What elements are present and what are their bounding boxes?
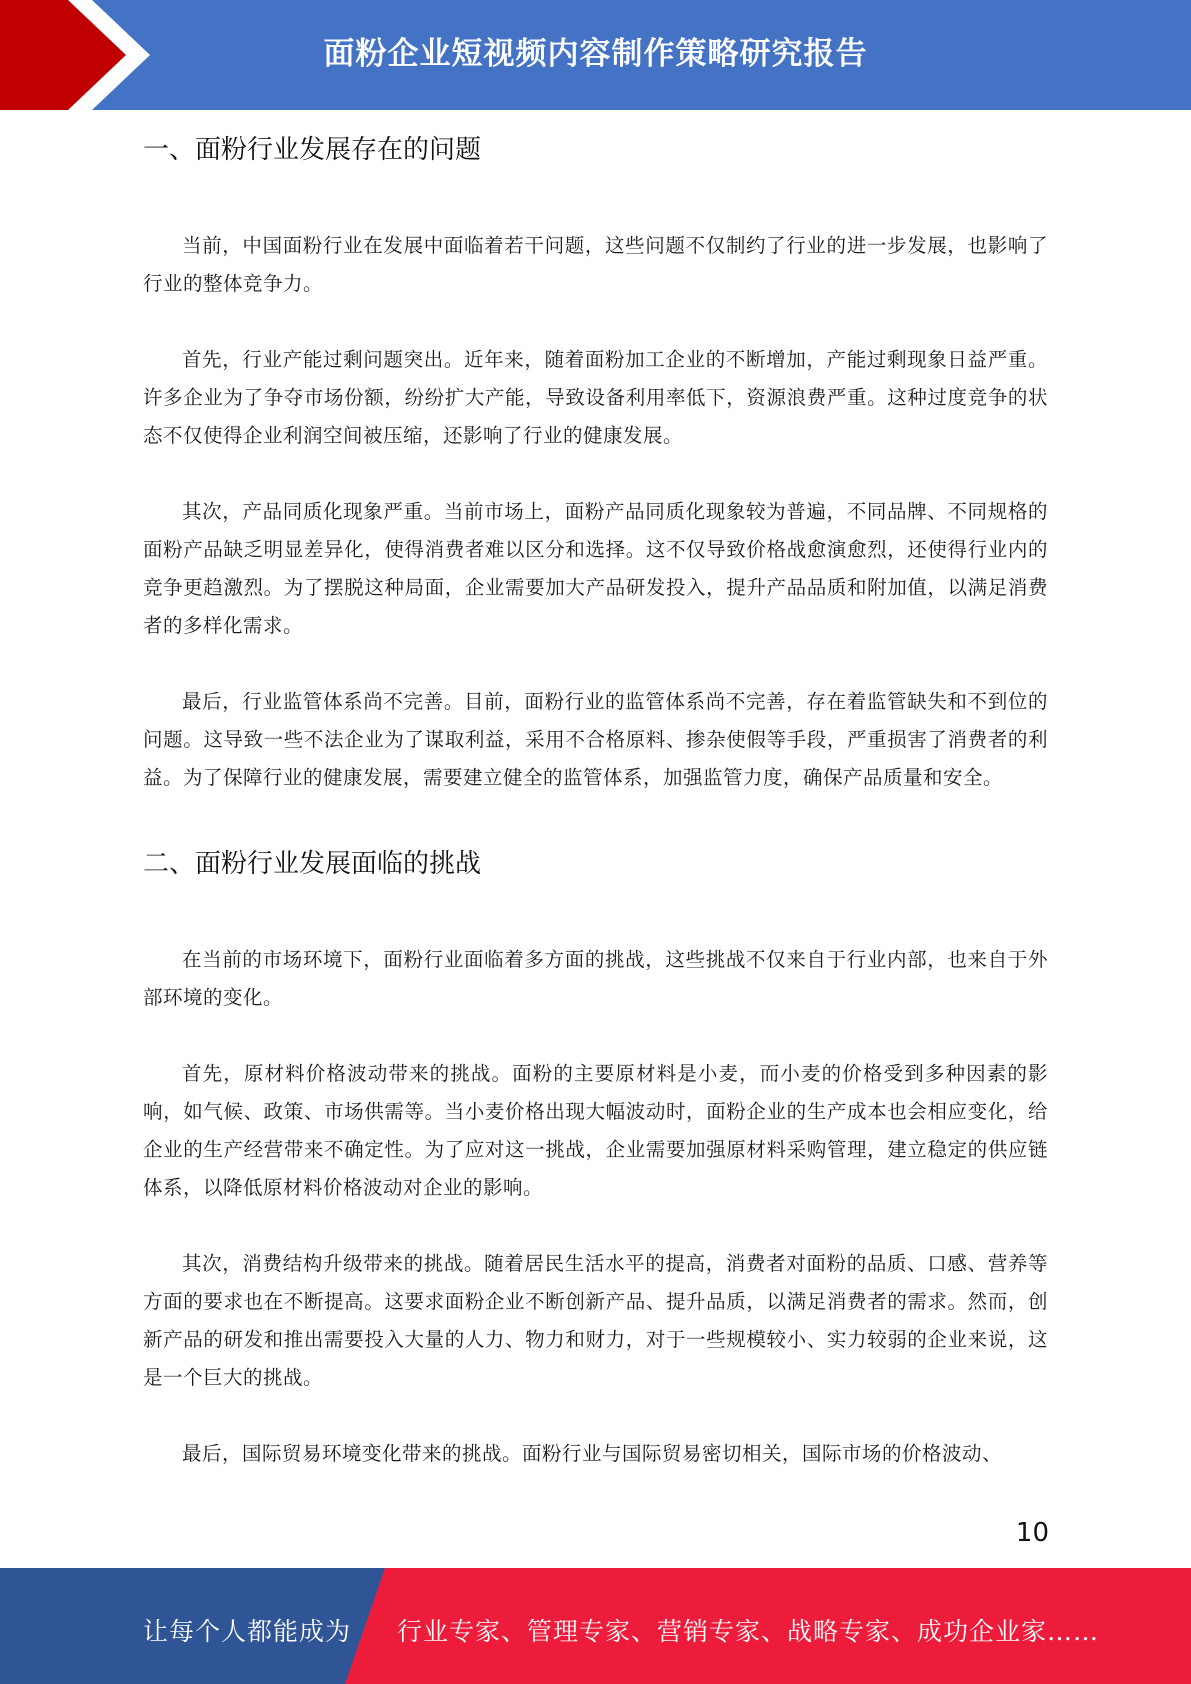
paragraph: 在当前的市场环境下，面粉行业面临着多方面的挑战，这些挑战不仅来自于行业内部，也来自于外部环境的变化。	[143, 948, 1048, 1009]
page-footer	[0, 1568, 1191, 1684]
paragraph: 最后，行业监管体系尚不完善。目前，面粉行业的监管体系尚不完善，存在着监管缺失和不到位的问题。这导致一些不法企业为了谋取利益，采用不合格原料、掺杂使假等手段，严重损害了消费者的利益。为了保障行业的健康发展，需要建立健全的监管体系，加强监管力度，确保产品质量和安全。	[143, 690, 1048, 789]
footer-slogan-right: 行业专家、管理专家、营销专家、战略专家、成功企业家……	[397, 1617, 1100, 1646]
page-number: 10	[1015, 1518, 1049, 1548]
paragraph: 最后，国际贸易环境变化带来的挑战。面粉行业与国际贸易密切相关，国际市场的价格波动、	[182, 1442, 1003, 1465]
section-heading-challenges: 二、面粉行业发展面临的挑战	[143, 849, 482, 879]
page-header	[0, 0, 1191, 110]
paragraph: 首先，原材料价格波动带来的挑战。面粉的主要原材料是小麦，而小麦的价格受到多种因素的影响，如气候、政策、市场供需等。当小麦价格出现大幅波动时，面粉企业的生产成本也会相应变化，给企业的生产经营带来不确定性。为了应对这一挑战，企业需要加强原材料采购管理，建立稳定的供应链体系，以降低原材料价格波动对企业的影响。	[143, 1062, 1048, 1199]
paragraph: 当前，中国面粉行业在发展中面临着若干问题，这些问题不仅制约了行业的进一步发展，也影响了行业的整体竞争力。	[143, 234, 1048, 295]
document-body	[143, 125, 1048, 1511]
paragraph: 其次，产品同质化现象严重。当前市场上，面粉产品同质化现象较为普遍，不同品牌、不同规格的面粉产品缺乏明显差异化，使得消费者难以区分和选择。这不仅导致价格战愈演愈烈，还使得行业内的竞争更趋激烈。为了摆脱这种局面，企业需要加大产品研发投入，提升产品品质和附加值，以满足消费者的多样化需求。	[143, 500, 1048, 637]
report-title: 面粉企业短视频内容制作策略研究报告	[323, 36, 868, 72]
paragraph: 首先，行业产能过剩问题突出。近年来，随着面粉加工企业的不断增加，产能过剩现象日益严重。许多企业为了争夺市场份额，纷纷扩大产能，导致设备利用率低下，资源浪费严重。这种过度竞争的状态不仅使得企业利润空间被压缩，还影响了行业的健康发展。	[143, 348, 1048, 447]
section-heading-problems: 一、面粉行业发展存在的问题	[143, 135, 482, 165]
footer-slogan-left: 让每个人都能成为	[143, 1617, 352, 1646]
paragraph: 其次，消费结构升级带来的挑战。随着居民生活水平的提高，消费者对面粉的品质、口感、营养等方面的要求也在不断提高。这要求面粉企业不断创新产品、提升品质，以满足消费者的需求。然而，创新产品的研发和推出需要投入大量的人力、物力和财力，对于一些规模较小、实力较弱的企业来说，这是一个巨大的挑战。	[143, 1252, 1048, 1389]
